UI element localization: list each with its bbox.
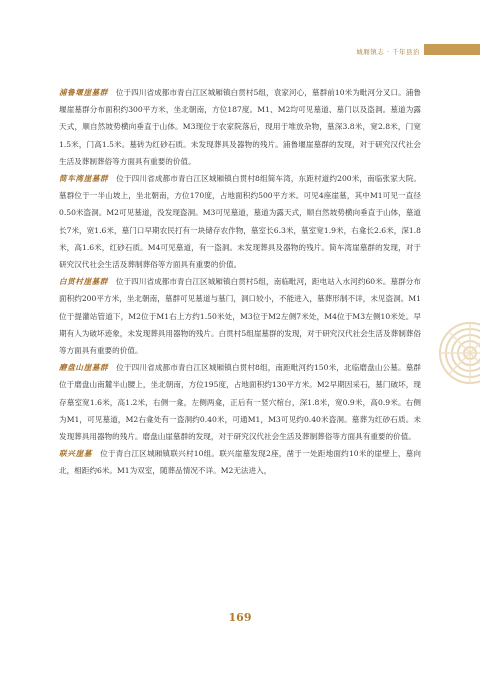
main-content bbox=[59, 84, 421, 480]
entry-text: 位于四川省成都市青白江区城厢镇白贯村5组，南临毗河，距电站入水河约60米。墓群分布面积约200平方米，坐北朝南，墓群可见墓道与墓门，洞口较小，不能进入，墓葬形制不详，未见盗洞。M1位于提灌站管道下，M2位于M1右上方约1.50米处，M3位于M2左侧7米处，M4位于M3左侧10米处。早期有人为破坏迹象，未发现葬具用器物的残片。白贯村5组崖墓群的发现，对于研究汉代社会生活及葬制葬俗等方面具有重要的价值。 bbox=[59, 277, 422, 356]
entry-title: 联兴崖墓 bbox=[59, 449, 93, 459]
entry-text: 位于青白江区城厢镇联兴村10组。联兴崖墓发现2座，凿于一处距地面约10米的崖壁上，墓向北，相距约6米。M1为双室，随葬品情况不详。M2无法进入， bbox=[59, 449, 421, 476]
entry-tongchewan-tombs bbox=[59, 170, 421, 273]
running-header: 城厢镇志 · 千年县治 bbox=[356, 48, 420, 56]
entry-pulu-weir-tombs bbox=[59, 84, 421, 170]
entry-text: 位于四川省成都市青白江区城厢镇白贯村8组简车湾，东距村道约200米，南临张家大院。墓群位于一半山坡上，坐北朝南，方位170度，占地面积约500平方米。可见4座崖墓，其中M1可见一直径0.50米盗洞。M2可见墓道，没发现盗洞。M3可见墓道，墓道为露天式，顺自然坡势横向垂直于山体，墓道长7米，宽1.6米，墓门口早期农民打有一块储存农作物，墓室长6.3米，墓室宽1.9米，右龛长2.6米，深1.8米，高1.6米，红砂石质。M4可见墓道，有一盗洞。未发现葬具及器物的残片。简车湾崖墓群的发现，对于研究汉代社会生活及葬制葬俗等方面具有重要的价值。 bbox=[59, 174, 421, 270]
entry-lianxing-tomb bbox=[59, 445, 421, 479]
header-bar bbox=[424, 44, 480, 55]
entry-title: 浦鲁堰崖墓群 bbox=[59, 88, 108, 97]
entry-title: 简车湾崖墓群 bbox=[59, 174, 109, 184]
entry-mopan-mountain-tombs bbox=[59, 359, 421, 445]
entry-title: 白贯村崖墓群 bbox=[59, 277, 108, 287]
entry-text: 位于四川省成都市青白江区城厢镇白贯村5组，袁家河心，墓群前10米为毗河分叉口。浦鲁堰崖墓群分布面积约300平方米，坐北朝南，方位187度。M1、M2均可见墓道、墓门以及盗洞。墓道为露天式，顺自然坡势横向垂直于山体。M3现位于农家院落后，现用于堆放杂物，墓深3.8米，宽2.8米，门宽1.5米，门高1.5米。墓砖为红砂石质。未发现葬具及器物的残片。浦鲁堰崖墓群的发现，对于研究汉代社会生活及葬制葬俗等方面具有重要的价值。 bbox=[59, 88, 422, 166]
entry-title: 磨盘山崖墓群 bbox=[59, 363, 109, 373]
page-number: 169 bbox=[228, 611, 252, 624]
decorative-swirl-icon bbox=[435, 318, 480, 388]
entry-baiguan-village-tombs bbox=[59, 273, 421, 359]
entry-text: 位于四川省成都市青白江区城厢镇白贯村8组，南距毗河约150米，北临磨盘山公墓。墓群位于磨盘山南麓半山腰上，坐北朝南，方位195度，占地面积约130平方米。M2早期因采石，墓门破坏，现存墓室宽1.6米，高1.2米，右侧一龛，左侧两龛，正后有一竖穴棺台，深1.8米，宽0.9米，高0.9米。右侧为M1，可见墓道，M2右龛处有一盗洞约0.40米，可通M1，M3可见约0.40米盗洞。墓葬为红砂石质。未发现葬具用器物的残片。磨盘山崖墓群的发现，对于研究汉代社会生活及葬制葬俗等方面具有重要的价值。 bbox=[59, 363, 421, 442]
